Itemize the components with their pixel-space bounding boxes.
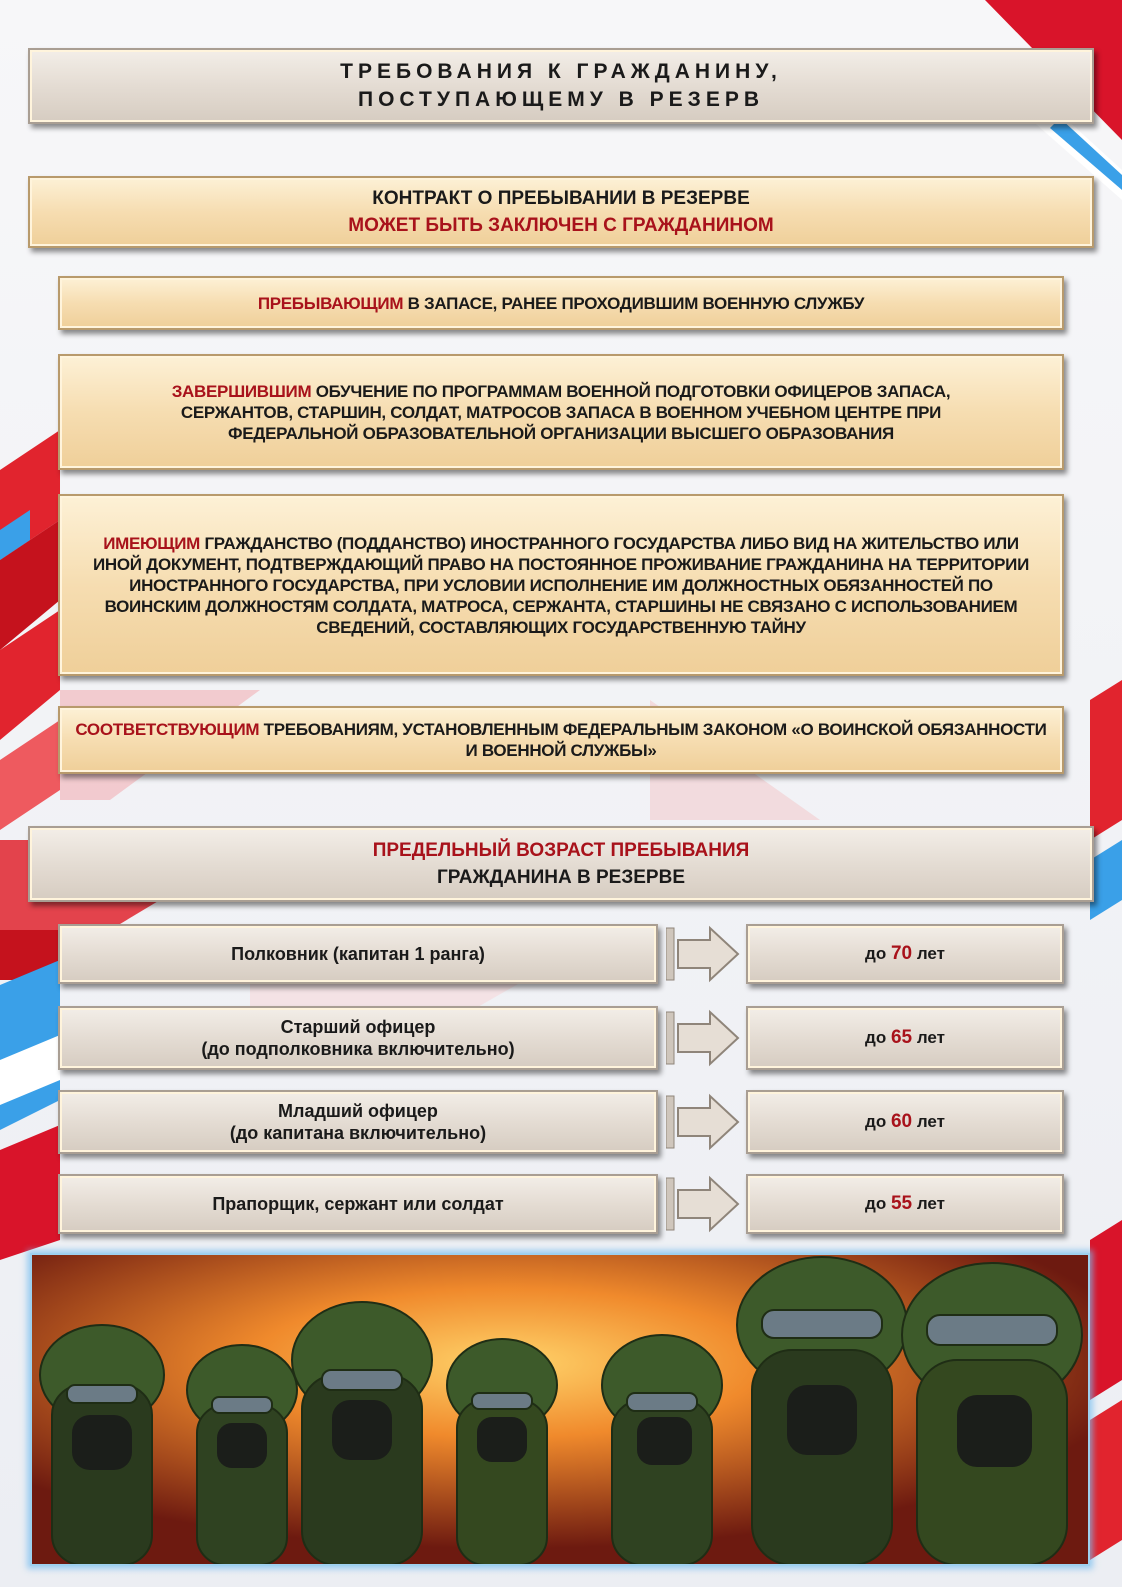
age-limit-box [746, 924, 1064, 984]
rank-note: (до подполковника включительно) [201, 1039, 515, 1059]
rank-note: (до капитана включительно) [229, 1123, 487, 1143]
age-value: 65 [890, 1027, 913, 1048]
age-prefix: до [865, 1112, 891, 1131]
age-suffix: лет [912, 1028, 945, 1047]
contract-line-2: МОЖЕТ БЫТЬ ЗАКЛЮЧЕН С ГРАЖДАНИНОМ [348, 215, 774, 236]
contract-header [28, 176, 1094, 248]
rank-label: Младший офицер [278, 1101, 438, 1121]
rank-label: Прапорщик, сержант или солдат [212, 1194, 504, 1214]
criterion-box [58, 706, 1064, 774]
criterion-keyword: ЗАВЕРШИВШИМ [171, 381, 312, 401]
criterion-box [58, 276, 1064, 330]
rank-label: Старший офицер [280, 1017, 436, 1037]
criterion-text [126, 381, 996, 444]
age-suffix: лет [912, 1112, 945, 1131]
age-limit-box [746, 1090, 1064, 1154]
arrow-right-icon [666, 1174, 742, 1234]
rank-box [58, 1006, 658, 1070]
criterion-body: В ЗАПАСЕ, РАНЕЕ ПРОХОДИВШИМ ВОЕННУЮ СЛУЖБУ [403, 293, 865, 313]
criterion-text [86, 533, 1036, 638]
age-limit-text [865, 1111, 945, 1133]
age-value: 55 [890, 1193, 913, 1214]
rank-label: Полковник (капитан 1 ранга) [231, 944, 485, 964]
age-limit-box [746, 1006, 1064, 1070]
age-limit-text [865, 1193, 945, 1215]
age-section-line-1: ПРЕДЕЛЬНЫЙ ВОЗРАСТ ПРЕБЫВАНИЯ [372, 840, 750, 861]
age-suffix: лет [912, 944, 945, 963]
age-limit-box [746, 1174, 1064, 1234]
criterion-body: ОБУЧЕНИЕ ПО ПРОГРАММАМ ВОЕННОЙ ПОДГОТОВКИ ОФИЦЕРОВ ЗАПАСА, СЕРЖАНТОВ, СТАРШИН, СОЛДАТ, МАТРОСОВ ЗАПАСА В ВОЕННОМ УЧЕБНОМ ЦЕНТРЕ ПРИ ФЕДЕРАЛЬНОЙ ОБРАЗОВАТЕЛЬНОЙ ОРГАНИЗАЦИИ ВЫСШЕГО ОБРАЗОВАНИЯ [180, 381, 951, 443]
age-section-header [28, 826, 1094, 902]
age-prefix: до [865, 944, 891, 963]
arrow-right-icon [666, 1092, 742, 1152]
soldiers-drawing [32, 1255, 1088, 1564]
rank-box [58, 1174, 658, 1234]
criterion-body: ГРАЖДАНСТВО (ПОДДАНСТВО) ИНОСТРАННОГО ГОСУДАРСТВА ЛИБО ВИД НА ЖИТЕЛЬСТВО ИЛИ ИНОЙ ДОКУМЕНТ, ПОДТВЕРЖДАЮЩИЙ ПРАВО НА ПОСТОЯННОЕ ПРОЖИВАНИЕ ГРАЖДАНИНА НА ТЕРРИТОРИИ ИНОСТРАННОГО ГОСУДАРСТВА, ПРИ УСЛОВИИ ИСПОЛНЕНИЕ ИМ ДОЛЖНОСТНЫХ ОБЯЗАННОСТЕЙ ПО ВОИНСКИМ ДОЛЖНОСТЯМ СОЛДАТА, МАТРОСА, СЕРЖАНТА, СТАРШИНЫ НЕ СВЯЗАНО С ИСПОЛЬЗОВАНИЕМ СВЕДЕНИЙ, СОСТАВЛЯЮЩИХ ГОСУДАРСТВЕННУЮ ТАЙНУ [92, 533, 1030, 637]
age-suffix: лет [912, 1194, 945, 1213]
criterion-keyword: СООТВЕТСТВУЮЩИМ [75, 720, 260, 739]
soldiers-illustration [30, 1253, 1090, 1566]
rank-box [58, 924, 658, 984]
criterion-body: ТРЕБОВАНИЯМ, УСТАНОВЛЕННЫМ ФЕДЕРАЛЬНЫМ ЗАКОНОМ «О ВОИНСКОЙ ОБЯЗАННОСТИ И ВОЕННОЙ СЛУЖБЫ» [259, 720, 1047, 760]
contract-line-1: КОНТРАКТ О ПРЕБЫВАНИИ В РЕЗЕРВЕ [372, 188, 750, 209]
age-prefix: до [865, 1194, 891, 1213]
age-prefix: до [865, 1028, 891, 1047]
age-value: 60 [890, 1111, 913, 1132]
age-limit-text [865, 943, 945, 965]
age-value: 70 [890, 943, 913, 964]
criterion-text [71, 719, 1051, 761]
criterion-keyword: ПРЕБЫВАЮЩИМ [257, 293, 404, 313]
criterion-text [258, 293, 864, 314]
page-title [28, 48, 1094, 124]
criterion-box [58, 494, 1064, 676]
arrow-right-icon [666, 924, 742, 984]
age-limit-text [865, 1027, 945, 1049]
arrow-right-icon [666, 1008, 742, 1068]
title-line-2: ПОСТУПАЮЩЕМУ В РЕЗЕРВ [357, 88, 765, 111]
title-line-1: ТРЕБОВАНИЯ К ГРАЖДАНИНУ, [340, 60, 782, 83]
criterion-keyword: ИМЕЮЩИМ [103, 533, 201, 553]
rank-box [58, 1090, 658, 1154]
criterion-box [58, 354, 1064, 470]
age-section-line-2: ГРАЖДАНИНА В РЕЗЕРВЕ [436, 867, 685, 888]
